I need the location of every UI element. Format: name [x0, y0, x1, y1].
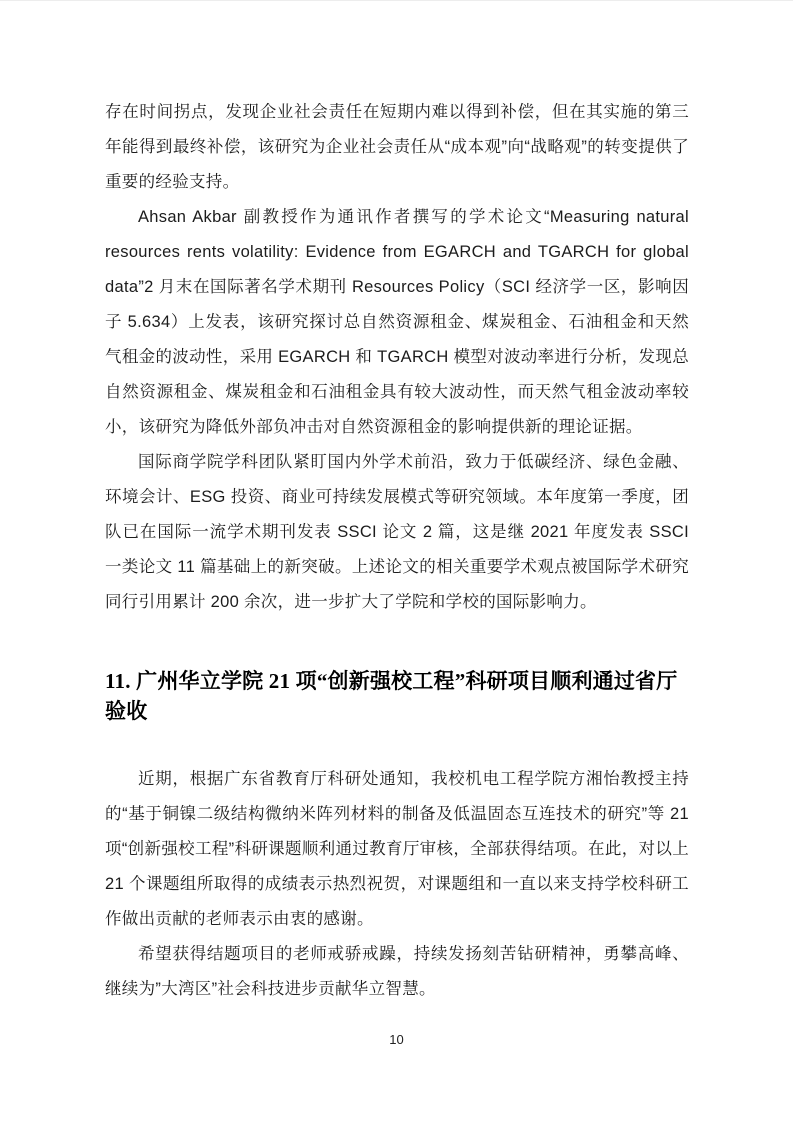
paragraph-csr-compensation: 存在时间拐点，发现企业社会责任在短期内难以得到补偿，但在其实施的第三年能得到最终补偿，该研究为企业社会责任从“成本观”向“战略观”的转变提供了重要的经验支持。	[105, 103, 689, 191]
document-body	[105, 95, 689, 1007]
paragraph-business-school-research: 国际商学院学科团队紧盯国内外学术前沿，致力于低碳经济、绿色金融、环境会计、ESG 投资、商业可持续发展模式等研究领域。本年度第一季度，团队已在国际一流学术期刊发表 SSCI 论文 2 篇，这是继 2021 年度发表 SSCI 一类论文 11 篇基础上的新突破。上述论文的相关重要学术观点被国际学术研究同行引用累计 200 余次，进一步扩大了学院和学校的国际影响力。	[105, 453, 689, 611]
paragraph-encouragement: 希望获得结题项目的老师戒骄戒躁，持续发扬刻苦钻研精神，勇攀高峰、继续为”大湾区”社会科技进步贡献华立智慧。	[105, 945, 689, 998]
page-number: 10	[389, 1032, 404, 1047]
section-heading-11: 11. 广州华立学院 21 项“创新强校工程”科研项目顺利通过省厅验收	[105, 669, 678, 723]
paragraph-project-acceptance: 近期，根据广东省教育厅科研处通知，我校机电工程学院方湘怡教授主持的“基于铜镍二级结构微纳米阵列材料的制备及低温固态互连技术的研究”等 21 项“创新强校工程”科研课题顺利通过教育厅审核，全部获得结项。在此，对以上 21 个课题组所取得的成绩表示热烈祝贺，对课题组和一直以来支持学校科研工作做出贡献的老师表示由衷的感谢。	[105, 770, 689, 928]
paragraph-ahsan-akbar-publication: Ahsan Akbar 副教授作为通讯作者撰写的学术论文“Measuring natural resources rents volatility: Evidence from EGARCH and TGARCH for global data”2 月末在国际著名学术期刊 Resources Policy（SCI 经济学一区，影响因子 5.634）上发表，该研究探讨总自然资源租金、煤炭租金、石油租金和天然气租金的波动性，采用 EGARCH 和 TGARCH 模型对波动率进行分析，发现总自然资源租金、煤炭租金和石油租金具有较大波动性，而天然气租金波动率较小，该研究为降低外部负冲击对自然资源租金的影响提供新的理论证据。	[105, 208, 689, 436]
